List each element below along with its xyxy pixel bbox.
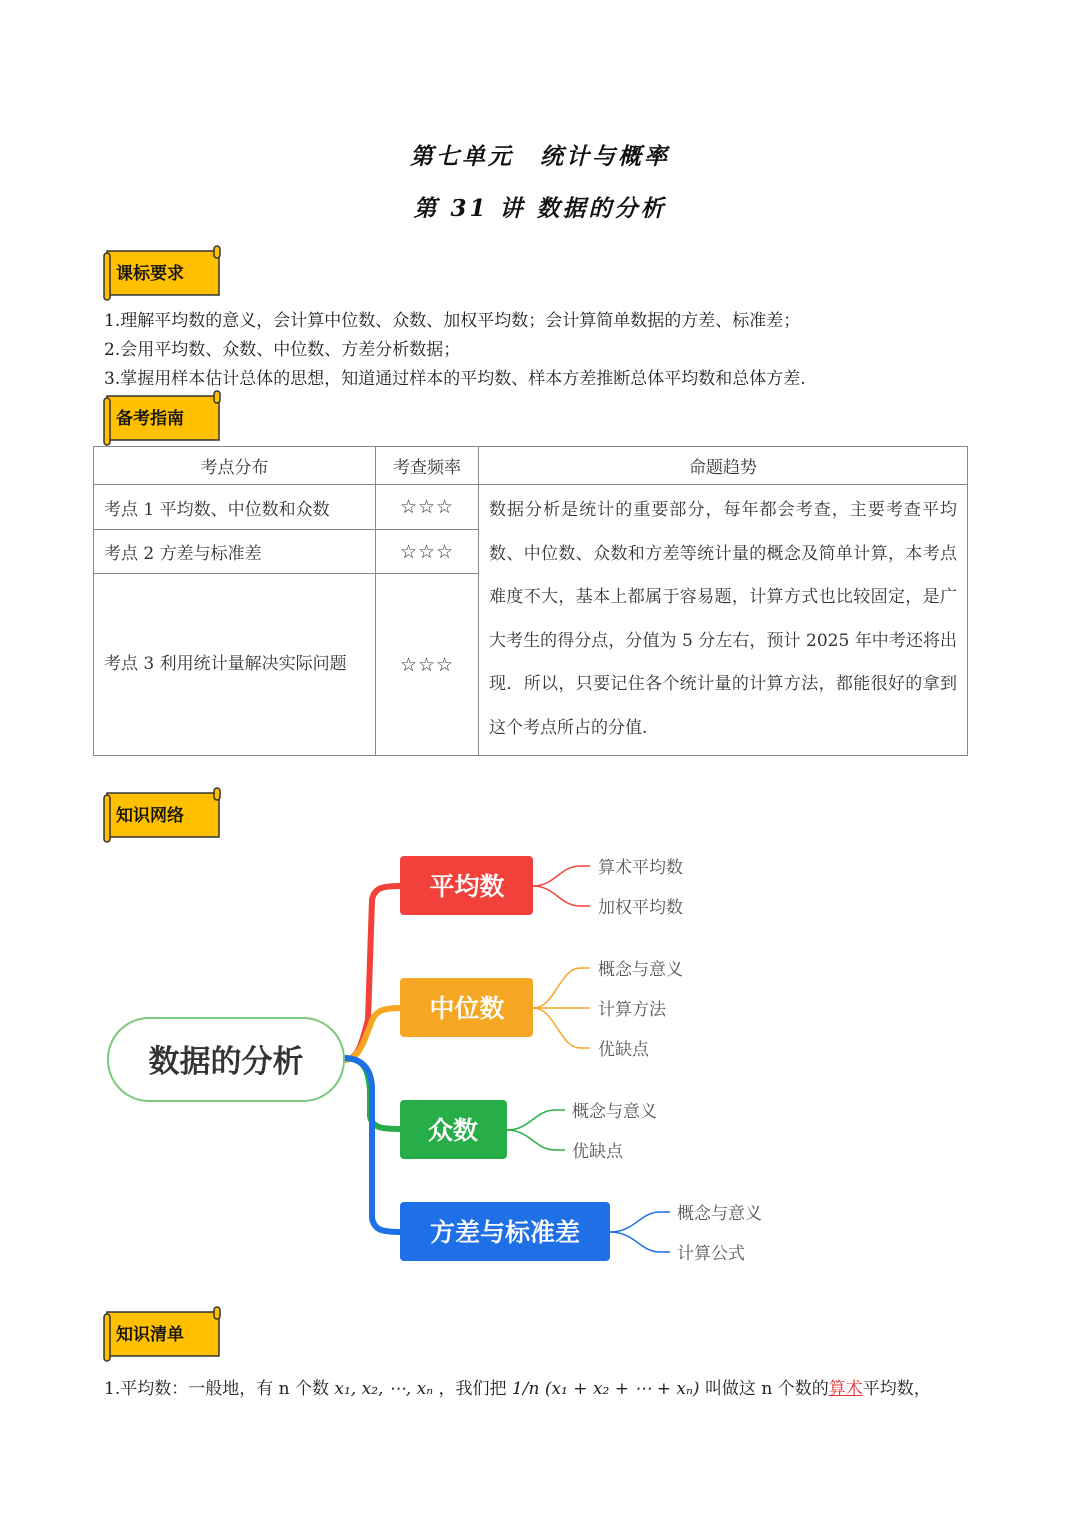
item-mid: ，我们把 xyxy=(438,1379,507,1399)
unit-title: 第七单元 统计与概率 xyxy=(410,143,670,170)
mindmap-leaf: 优缺点 xyxy=(598,1040,649,1060)
exam-point: 考点 3 利用统计量解决实际问题 xyxy=(94,574,376,756)
knowledge-mindmap xyxy=(0,840,1080,1280)
mindmap-leaf: 概念与意义 xyxy=(572,1102,657,1122)
table-header-row xyxy=(94,447,968,485)
item-prefix: 1.平均数：一般地，有 n 个数 xyxy=(104,1379,329,1399)
section-tag-guide xyxy=(101,390,223,446)
checklist-item-mean xyxy=(104,1374,931,1399)
section-tag-requirements xyxy=(101,245,223,301)
mindmap-root: 数据的分析 xyxy=(148,1044,304,1080)
trend-text: 数据分析是统计的重要部分，每年都会考查，主要考查平均数、中位数、众数和方差等统计量的概念及简单计算，本考点难度不大，基本上都属于容易题，计算方式也比较固定，是广大考生的得分点，分值为 5 分左右，预计 2025 年中考还将出现．所以，只要记住各个统计量的计算方法，都能很好的拿到这个考点所占的分值. xyxy=(479,485,968,756)
header-trend: 命题趋势 xyxy=(479,447,968,485)
mindmap-branch-mode: 众数 xyxy=(427,1116,479,1145)
requirement-2: 2.会用平均数、众数、中位数、方差分析数据； xyxy=(104,340,461,360)
section-tag-label: 知识网络 xyxy=(116,806,184,826)
highlight-arithmetic: 算术 xyxy=(828,1379,863,1399)
frequency-stars: ☆☆☆ xyxy=(376,574,479,756)
mindmap-leaf: 计算方法 xyxy=(598,1000,666,1020)
section-tag-checklist xyxy=(101,1306,223,1362)
item-variables: x₁, x₂, ⋯, xₙ xyxy=(334,1379,434,1399)
section-tag-label: 备考指南 xyxy=(116,409,184,429)
header-points: 考点分布 xyxy=(94,447,376,485)
mindmap-leaf: 计算公式 xyxy=(677,1244,745,1264)
mindmap-leaf: 算术平均数 xyxy=(598,858,683,878)
lesson-title: 第 31 讲 数据的分析 xyxy=(413,195,667,222)
header-frequency: 考查频率 xyxy=(376,447,479,485)
mindmap-leaf: 概念与意义 xyxy=(598,960,683,980)
mindmap-leaf: 优缺点 xyxy=(572,1142,623,1162)
requirement-3: 3.掌握用样本估计总体的思想，知道通过样本的平均数、样本方差推断总体平均数和总体方差. xyxy=(104,369,806,389)
frequency-stars: ☆☆☆ xyxy=(376,530,479,574)
exam-point: 考点 1 平均数、中位数和众数 xyxy=(94,485,376,530)
mindmap-branch-median: 中位数 xyxy=(429,994,505,1023)
table-row xyxy=(94,485,968,530)
exam-point: 考点 2 方差与标准差 xyxy=(94,530,376,574)
mindmap-leaf: 概念与意义 xyxy=(677,1204,762,1224)
mean-formula: 1/n (x₁ + x₂ + ⋯ + xₙ) xyxy=(511,1379,700,1399)
section-tag-network xyxy=(101,787,223,843)
mindmap-leaf: 加权平均数 xyxy=(598,898,683,918)
section-tag-label: 课标要求 xyxy=(116,264,184,284)
frequency-stars: ☆☆☆ xyxy=(376,485,479,530)
requirement-1: 1.理解平均数的意义，会计算中位数、众数、加权平均数；会计算简单数据的方差、标准差； xyxy=(104,311,801,331)
item-suffix: 叫做这 n 个数的 xyxy=(704,1379,829,1399)
item-suffix-end: 平均数， xyxy=(862,1379,931,1399)
section-tag-label: 知识清单 xyxy=(116,1325,184,1345)
exam-guide-table xyxy=(93,446,968,756)
mindmap-branch-variance: 方差与标准差 xyxy=(429,1218,581,1247)
mindmap-branch-mean: 平均数 xyxy=(429,872,505,901)
